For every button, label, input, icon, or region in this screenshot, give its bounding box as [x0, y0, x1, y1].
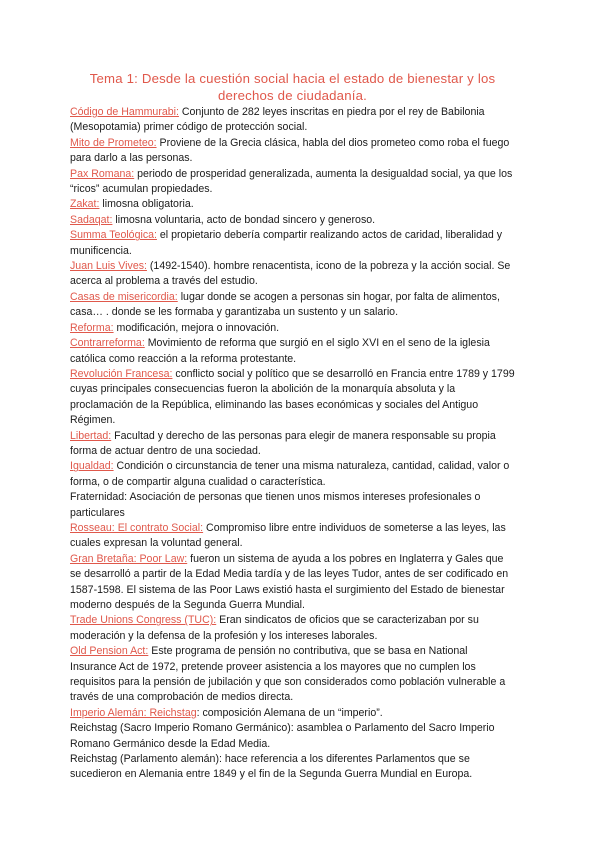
glossary-entry: [70, 228, 515, 259]
glossary-term: Imperio Alemán: Reichstag: [70, 706, 197, 719]
glossary-definition: fueron un sistema de ayuda a los pobres en Inglaterra y Gales que se desarrolló a partir de la Edad Media tardía y de las leyes Tudor, antes de ser codificado en 1587-1598. El sistema de las Poor Laws existió hasta el surgimiento del Estado de bienestar moderno después de la Segunda Guerra Mundial.: [70, 552, 509, 611]
glossary-entry: [70, 367, 515, 429]
glossary-entry: [70, 706, 515, 721]
glossary-definition: Reichstag (Sacro Imperio Romano Germánico): asamblea o Parlamento del Sacro Imperio Romano Germánico desde la Edad Media.: [70, 722, 495, 750]
glossary-entry: [70, 336, 515, 367]
glossary-definition: Reichstag (Parlamento alemán): hace referencia a los diferentes Parlamentos que se sucedieron en Alemania entre 1849 y el fin de la Segunda Guerra Mundial en Europa.: [70, 753, 473, 781]
glossary-entry: [70, 213, 515, 228]
glossary-definition: periodo de prosperidad generalizada, aumenta la desigualdad social, ya que los “ricos” acumulan propiedades.: [70, 167, 513, 196]
glossary-entry: [70, 321, 515, 336]
glossary-entry: [70, 644, 515, 706]
glossary-term: Gran Bretaña: Poor Law:: [70, 552, 188, 565]
glossary-term: Trade Unions Congress (TUC):: [70, 614, 217, 627]
glossary-entry: [70, 490, 515, 521]
glossary-definition: limosna obligatoria.: [99, 198, 194, 211]
glossary-definition: Eran sindicatos de oficios que se caracterizaban por su moderación y la defensa de la profesión y los intereses laborales.: [70, 614, 479, 642]
glossary-definition: Movimiento de reforma que surgió en el siglo XVI en el seno de la iglesia católica como reacción a la reforma protestante.: [70, 337, 490, 365]
glossary-definition: : composición Alemana de un “imperio”.: [196, 706, 383, 719]
glossary-entry: [70, 552, 515, 614]
glossary-definition: limosna voluntaria, acto de bondad sincero y generoso.: [112, 213, 376, 226]
glossary-definition: Proviene de la Grecia clásica, habla del dios prometeo como roba el fuego para darlo a las personas.: [70, 136, 510, 165]
glossary-entry: [70, 429, 515, 460]
glossary-term: Pax Romana:: [70, 167, 135, 180]
glossary-term: Sadaqat:: [70, 213, 113, 226]
glossary-definition: Fraternidad: Asociación de personas que tienen unos mismos intereses profesionales o particulares: [70, 491, 481, 519]
glossary-term: Zakat:: [70, 198, 100, 211]
glossary-entry: [70, 136, 515, 167]
glossary-term: Mito de Prometeo:: [70, 136, 157, 149]
glossary-entry: [70, 167, 515, 198]
glossary-entry: [70, 259, 515, 290]
glossary-list: [70, 105, 515, 783]
glossary-definition: Conjunto de 282 leyes inscritas en piedra por el rey de Babilonia (Mesopotamia) primer código de protección social.: [70, 106, 485, 134]
glossary-term: Juan Luis Vives:: [70, 260, 147, 273]
glossary-definition: Compromiso libre entre individuos de someterse a las leyes, las cuales expresan la voluntad general.: [70, 521, 506, 550]
glossary-entry: [70, 721, 515, 752]
glossary-definition: Condición o circunstancia de tener una misma naturaleza, cantidad, calidad, valor o forma, o de compartir alguna cualidad o característica.: [70, 460, 510, 488]
glossary-definition: conflicto social y político que se desarrolló en Francia entre 1789 y 1799 cuyas principales consecuencias fueron la abolición de la monarquía absoluta y la proclamación de la República, eliminando las bases económicas y sociales del Antiguo Régimen.: [70, 367, 515, 427]
glossary-term: Old Pension Act:: [70, 645, 149, 658]
glossary-term: Summa Teológica:: [70, 229, 157, 242]
glossary-term: Código de Hammurabi:: [70, 106, 179, 118]
glossary-entry: [70, 752, 515, 783]
glossary-definition: (1492-1540). hombre renacentista, icono de la pobreza y la acción social. Se acerca al problema a través del estudio.: [70, 260, 511, 288]
glossary-term: Reforma:: [70, 321, 114, 334]
page-title: Tema 1: Desde la cuestión social hacia el estado de bienestar y los derechos de ciudadanía.: [89, 71, 496, 103]
glossary-entry: [70, 459, 515, 490]
glossary-entry: [70, 105, 515, 136]
glossary-term: Revolución Francesa:: [70, 367, 173, 380]
glossary-entry: [70, 613, 515, 644]
glossary-entry: [70, 290, 515, 321]
glossary-term: Casas de misericordia:: [70, 290, 178, 303]
glossary-term: Igualdad:: [70, 460, 114, 473]
glossary-definition: modificación, mejora o innovación.: [113, 321, 280, 334]
glossary-term: Contrarreforma:: [70, 337, 145, 350]
glossary-definition: Este programa de pensión no contributiva, que se basa en National Insurance Act de 1972, pretende proveer asistencia a los mayores que no cumplen los requisitos para la pensión de jubilación y que son considerados como población vulnerable a través de una comprobación de medios directa.: [70, 645, 506, 704]
glossary-term: Libertad:: [70, 429, 112, 442]
glossary-definition: Facultad y derecho de las personas para elegir de manera responsable su propia forma de actuar dentro de una sociedad.: [70, 429, 496, 457]
glossary-definition: el propietario debería compartir realizando actos de caridad, liberalidad y munificencia.: [70, 229, 503, 257]
glossary-term: Rosseau: El contrato Social:: [70, 521, 204, 534]
glossary-entry: [70, 197, 515, 212]
glossary-entry: [70, 521, 515, 552]
glossary-definition: lugar donde se acogen a personas sin hogar, por falta de alimentos, casa… . donde se les formaba y garantizaba un sustento y un salario.: [70, 290, 500, 319]
